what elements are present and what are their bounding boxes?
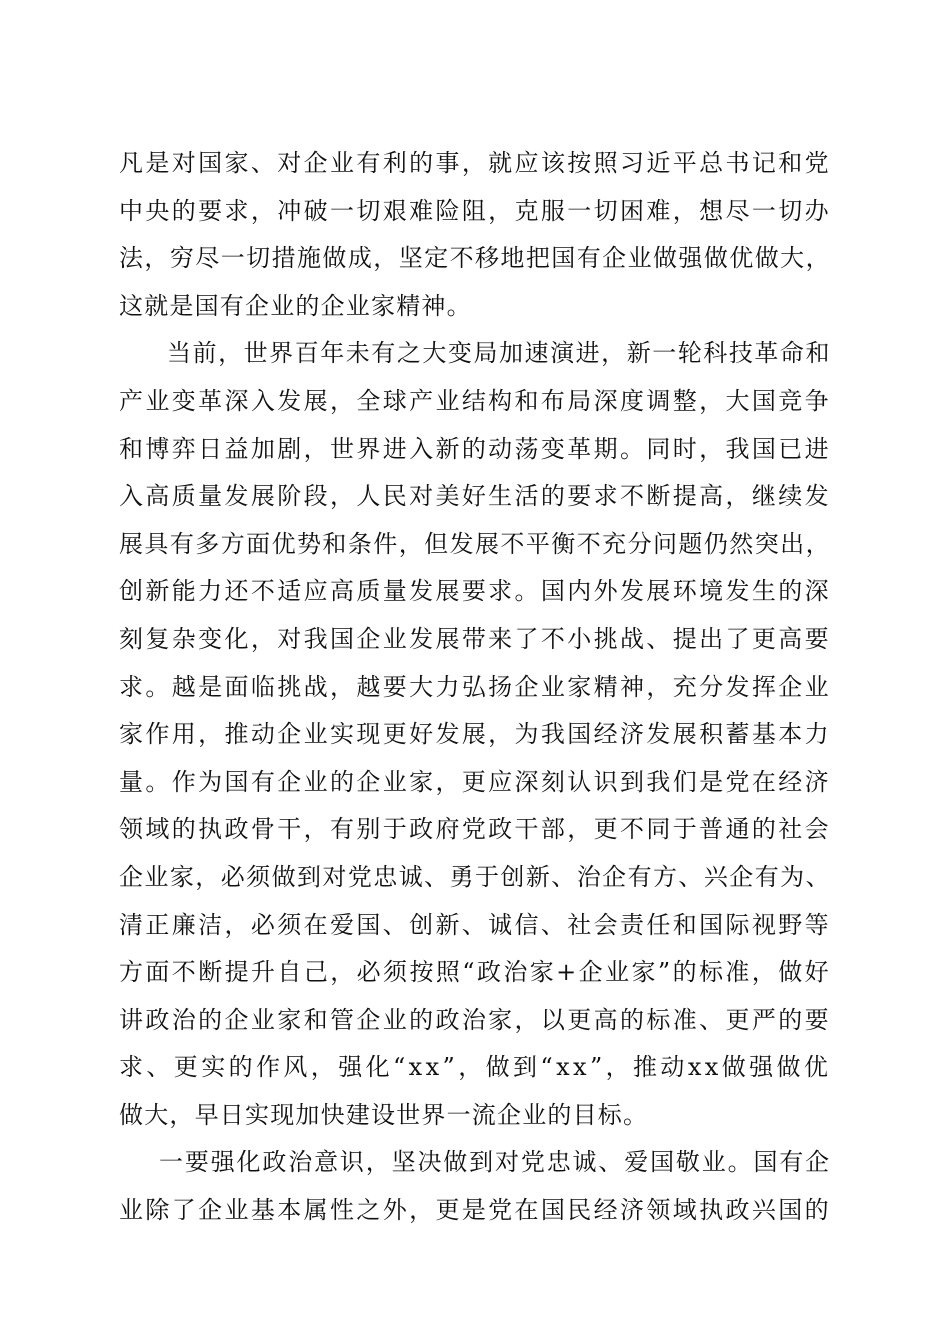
paragraph-2	[119, 330, 831, 1139]
text-line: 和博弈日益加剧，世界进入新的动荡变革期。同时，我国已进	[119, 434, 831, 463]
text-line: 业除了企业基本属性之外，更是党在国民经济领域执政兴国的	[119, 1196, 831, 1225]
text-line: 一要强化政治意识，坚决做到对党忠诚、爱国敬业。国有企	[159, 1148, 831, 1177]
document-body	[119, 140, 831, 1235]
text-line: 凡是对国家、对企业有利的事，就应该按照习近平总书记和党	[119, 149, 831, 177]
text-line: 产业变革深入发展，全球产业结构和布局深度调整，大国竞争	[119, 386, 831, 415]
text-line: 求、更实的作风，强化“xx”，做到“xx”，推动xx做强做优	[119, 1053, 832, 1082]
text-line: 清正廉洁，必须在爱国、创新、诚信、社会责任和国际视野等	[119, 910, 831, 939]
text-line: 方面不断提升自己，必须按照“政治家+企业家”的标准，做好	[119, 958, 831, 987]
text-line: 展具有多方面优势和条件，但发展不平衡不充分问题仍然突出，	[119, 529, 831, 558]
text-line: 讲政治的企业家和管企业的政治家，以更高的标准、更严的要	[119, 1005, 831, 1034]
text-line: 企业家，必须做到对党忠诚、勇于创新、治企有方、兴企有为、	[119, 862, 831, 891]
text-line: 做大，早日实现加快建设世界一流企业的目标。	[119, 1100, 649, 1129]
paragraph-3	[119, 1139, 831, 1234]
text-line: 入高质量发展阶段，人民对美好生活的要求不断提高，继续发	[119, 482, 831, 511]
text-line: 法，穷尽一切措施做成，坚定不移地把国有企业做强做优做大，	[119, 244, 831, 273]
text-line: 量。作为国有企业的企业家，更应深刻认识到我们是党在经济	[119, 767, 831, 796]
text-line: 求。越是面临挑战，越要大力弘扬企业家精神，充分发挥企业	[119, 672, 831, 701]
text-line: 创新能力还不适应高质量发展要求。国内外发展环境发生的深	[119, 577, 831, 606]
text-line: 家作用，推动企业实现更好发展，为我国经济发展积蓄基本力	[119, 720, 831, 749]
paragraph-1	[119, 140, 831, 330]
text-line: 刻复杂变化，对我国企业发展带来了不小挑战、提出了更高要	[119, 624, 831, 653]
text-line: 这就是国有企业的企业家精神。	[119, 291, 472, 320]
text-line: 中央的要求，冲破一切艰难险阻，克服一切困难，想尽一切办	[119, 196, 831, 225]
text-line: 当前，世界百年未有之大变局加速演进，新一轮科技革命和	[167, 339, 831, 368]
text-line: 领域的执政骨干，有别于政府党政干部，更不同于普通的社会	[119, 815, 831, 844]
